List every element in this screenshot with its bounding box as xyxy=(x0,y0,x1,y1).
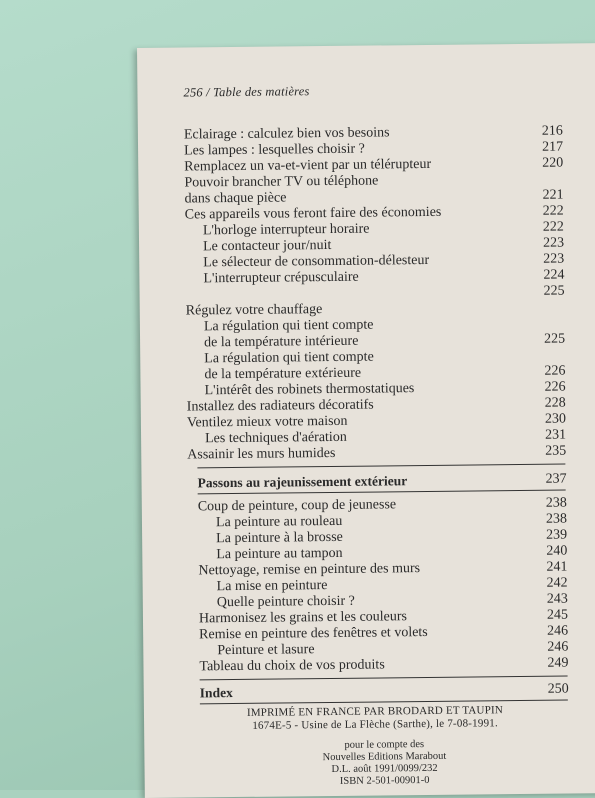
publisher-line: ISBN 2-501-00901-0 xyxy=(305,775,465,789)
entry-page: 230 xyxy=(538,412,566,428)
entry-text: Le sélecteur de consommation-délesteur xyxy=(203,253,429,271)
entry-page: 220 xyxy=(535,156,563,172)
entry-page: 231 xyxy=(538,428,566,444)
section-title: Passons au rajeunissement extérieur xyxy=(197,473,407,491)
entry-text: Ventilez mieux votre maison xyxy=(187,414,348,432)
entry-text: La régulation qui tient compte xyxy=(204,350,374,368)
section-heading xyxy=(141,471,595,492)
entry-page: 222 xyxy=(536,204,564,220)
entry-page: 225 xyxy=(537,332,565,348)
entry-text: L'intérêt des robinets thermostatiques xyxy=(205,381,415,399)
imprint-line: IMPRIMÉ EN FRANCE PAR BRODARD ET TAUPIN xyxy=(144,703,595,721)
index-heading xyxy=(144,681,595,702)
entry-text: de la température intérieure xyxy=(204,334,358,352)
index-page: 250 xyxy=(541,682,569,698)
entry-page: 238 xyxy=(539,496,567,512)
entry-text: de la température extérieure xyxy=(204,366,361,384)
publisher-line: D.L. août 1991/0099/232 xyxy=(305,763,465,777)
entry-page: 243 xyxy=(540,592,568,608)
entry-page: 223 xyxy=(536,236,564,252)
section-divider xyxy=(200,676,568,681)
entry-text: Nettoyage, remise en peinture des murs xyxy=(198,561,420,579)
entry-page: 249 xyxy=(540,656,568,672)
section-divider xyxy=(197,464,565,469)
entry-page: 216 xyxy=(535,124,563,140)
entry-text: La régulation qui tient compte xyxy=(204,318,374,336)
entry-text: Peinture et lasure xyxy=(217,642,314,659)
entry-text: Le contacteur jour/nuit xyxy=(203,238,331,255)
entry-text: L'horloge interrupteur horaire xyxy=(203,222,370,240)
entry-page: 246 xyxy=(540,624,568,640)
entry-page: 235 xyxy=(538,444,566,460)
entry-text: Harmonisez les grains et les couleurs xyxy=(199,609,407,627)
entry-page: 223 xyxy=(536,252,564,268)
publisher-line: Nouvelles Editions Marabout xyxy=(304,751,464,765)
entry-text: Eclairage : calculez bien vos besoins xyxy=(184,125,390,143)
toc-entry xyxy=(141,443,595,464)
entry-page: 217 xyxy=(535,140,563,156)
publisher-line: pour le compte des xyxy=(304,739,464,753)
toc-entry xyxy=(143,655,595,676)
entry-text: dans chaque pièce xyxy=(185,190,287,207)
entry-text: La peinture au rouleau xyxy=(216,514,342,531)
entry-page: 242 xyxy=(540,576,568,592)
book-page xyxy=(137,43,595,798)
index-title: Index xyxy=(200,685,233,701)
entry-text: Les techniques d'aération xyxy=(205,430,347,447)
entry-page: 245 xyxy=(540,608,568,624)
entry-text: Régulez votre chauffage xyxy=(186,302,323,319)
entry-text: Tableau du choix de vos produits xyxy=(199,657,384,675)
entry-text: La peinture à la brosse xyxy=(216,530,343,547)
entry-page: 246 xyxy=(540,640,568,656)
entry-text: Installez des radiateurs décoratifs xyxy=(187,398,374,416)
imprint-line: 1674E-5 - Usine de La Flèche (Sarthe), le 7-08-1991. xyxy=(144,716,595,734)
entry-text: Ces appareils vous feront faire des économies xyxy=(185,205,442,224)
entry-page: 222 xyxy=(536,220,564,236)
entry-text: Quelle peinture choisir ? xyxy=(217,594,355,611)
entry-text: La mise en peinture xyxy=(217,578,328,595)
entry-text: La peinture au tampon xyxy=(216,546,343,563)
entry-page: 226 xyxy=(537,364,565,380)
entry-page: 239 xyxy=(539,528,567,544)
entry-page: 225 xyxy=(536,284,564,300)
entry-text: Assainir les murs humides xyxy=(187,446,335,464)
entry-page: 240 xyxy=(539,544,567,560)
entry-page: 226 xyxy=(537,380,565,396)
section-page: 237 xyxy=(538,472,566,488)
entry-page: 238 xyxy=(539,512,567,528)
entry-text: Remise en peinture des fenêtres et volets xyxy=(199,625,428,643)
entry-page: 228 xyxy=(538,396,566,412)
entry-text: Remplacez un va-et-vient par un télérupteur xyxy=(184,157,431,176)
entry-text: Les lampes : lesquelles choisir ? xyxy=(184,142,365,160)
entry-text: Coup de peinture, coup de jeunesse xyxy=(198,497,396,515)
entry-text: Pouvoir brancher TV ou téléphone xyxy=(184,173,378,191)
entry-page: 221 xyxy=(535,188,563,204)
entry-page: 241 xyxy=(539,560,567,576)
entry-text: L'interrupteur crépusculaire xyxy=(203,270,358,288)
entry-page: 224 xyxy=(536,268,564,284)
page-header: 256 / Table des matières xyxy=(183,84,309,100)
